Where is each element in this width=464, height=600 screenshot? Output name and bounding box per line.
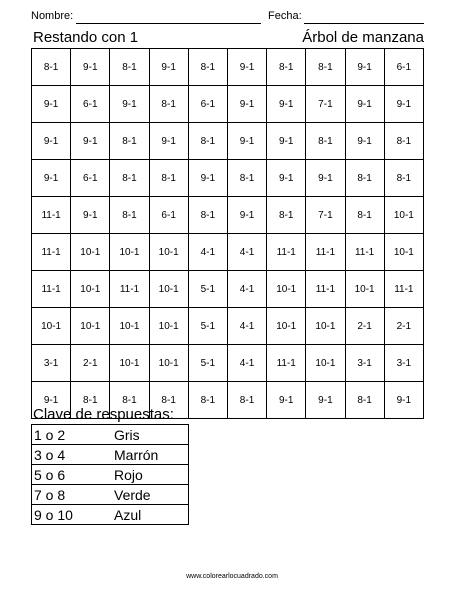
grid-cell: 9-1 <box>306 160 345 197</box>
grid-cell: 8-1 <box>306 49 345 86</box>
grid-cell: 9-1 <box>306 382 345 419</box>
grid-cell: 8-1 <box>149 86 188 123</box>
grid-cell: 10-1 <box>149 234 188 271</box>
grid-cell: 5-1 <box>188 308 227 345</box>
grid-cell: 11-1 <box>384 271 423 308</box>
grid-cell: 11-1 <box>267 234 306 271</box>
grid-cell: 10-1 <box>149 308 188 345</box>
grid-cell: 4-1 <box>227 308 266 345</box>
grid-cell: 9-1 <box>267 123 306 160</box>
grid-row <box>32 123 424 160</box>
grid-cell: 8-1 <box>110 49 149 86</box>
grid-cell: 10-1 <box>384 197 423 234</box>
grid-cell: 4-1 <box>188 234 227 271</box>
grid-cell: 9-1 <box>227 49 266 86</box>
grid-cell: 3-1 <box>32 345 71 382</box>
grid-cell: 10-1 <box>345 271 384 308</box>
grid-cell: 9-1 <box>71 49 110 86</box>
grid-cell: 9-1 <box>227 86 266 123</box>
grid-cell: 3-1 <box>384 345 423 382</box>
grid-cell: 8-1 <box>384 123 423 160</box>
answer-key-row <box>32 445 189 465</box>
answer-key-range: 5 o 6 <box>32 465 113 485</box>
grid-cell: 8-1 <box>227 160 266 197</box>
grid-cell: 9-1 <box>267 86 306 123</box>
grid-row <box>32 86 424 123</box>
grid-cell: 8-1 <box>188 123 227 160</box>
grid-cell: 11-1 <box>32 197 71 234</box>
grid-cell: 8-1 <box>188 197 227 234</box>
grid-cell: 8-1 <box>188 49 227 86</box>
grid-cell: 9-1 <box>267 382 306 419</box>
answer-key-range: 3 o 4 <box>32 445 113 465</box>
grid-cell: 8-1 <box>384 160 423 197</box>
grid-cell: 2-1 <box>71 345 110 382</box>
grid-cell: 7-1 <box>306 86 345 123</box>
answer-key-range: 9 o 10 <box>32 505 113 525</box>
answer-key-color: Marrón <box>112 445 189 465</box>
grid-cell: 7-1 <box>306 197 345 234</box>
grid-cell: 8-1 <box>227 382 266 419</box>
grid-cell: 8-1 <box>306 123 345 160</box>
grid-cell: 8-1 <box>110 197 149 234</box>
grid-cell: 6-1 <box>188 86 227 123</box>
name-label: Nombre: <box>31 10 74 22</box>
grid-cell: 9-1 <box>345 123 384 160</box>
grid-cell: 6-1 <box>71 160 110 197</box>
grid-row <box>32 271 424 308</box>
grid-cell: 9-1 <box>110 86 149 123</box>
grid-cell: 9-1 <box>71 197 110 234</box>
grid-cell: 9-1 <box>384 382 423 419</box>
grid-cell: 8-1 <box>267 49 306 86</box>
grid-cell: 9-1 <box>149 123 188 160</box>
grid-cell: 6-1 <box>149 197 188 234</box>
grid-row <box>32 160 424 197</box>
grid-cell: 9-1 <box>345 86 384 123</box>
grid-cell: 5-1 <box>188 271 227 308</box>
grid-cell: 9-1 <box>32 123 71 160</box>
grid-cell: 9-1 <box>267 160 306 197</box>
grid-cell: 10-1 <box>306 345 345 382</box>
answer-key-title: Clave de respuestas: <box>33 406 174 423</box>
grid-cell: 11-1 <box>32 234 71 271</box>
grid-cell: 8-1 <box>345 197 384 234</box>
grid-cell: 2-1 <box>384 308 423 345</box>
grid-cell: 9-1 <box>32 160 71 197</box>
grid-cell: 9-1 <box>71 123 110 160</box>
grid-cell: 6-1 <box>384 49 423 86</box>
grid-cell: 10-1 <box>267 308 306 345</box>
grid-cell: 11-1 <box>32 271 71 308</box>
grid-cell: 8-1 <box>110 160 149 197</box>
worksheet-title: Restando con 1 <box>33 29 139 46</box>
grid-cell: 3-1 <box>345 345 384 382</box>
problem-grid <box>31 48 424 419</box>
grid-cell: 10-1 <box>149 271 188 308</box>
name-line <box>76 23 261 24</box>
grid-cell: 9-1 <box>188 160 227 197</box>
grid-cell: 8-1 <box>345 160 384 197</box>
grid-cell: 11-1 <box>110 271 149 308</box>
answer-key-color: Rojo <box>112 465 189 485</box>
answer-key-color: Azul <box>112 505 189 525</box>
grid-cell: 4-1 <box>227 345 266 382</box>
grid-cell: 10-1 <box>110 345 149 382</box>
grid-cell: 10-1 <box>149 345 188 382</box>
grid-cell: 8-1 <box>32 49 71 86</box>
grid-row <box>32 308 424 345</box>
grid-row <box>32 234 424 271</box>
grid-cell: 11-1 <box>267 345 306 382</box>
grid-cell: 9-1 <box>227 197 266 234</box>
grid-cell: 9-1 <box>149 49 188 86</box>
date-line <box>304 23 424 24</box>
grid-cell: 10-1 <box>71 234 110 271</box>
answer-key-row <box>32 465 189 485</box>
grid-cell: 9-1 <box>384 86 423 123</box>
grid-cell: 10-1 <box>306 308 345 345</box>
grid-cell: 8-1 <box>71 382 110 419</box>
worksheet-subtitle: Árbol de manzana <box>302 29 424 46</box>
grid-cell: 9-1 <box>345 49 384 86</box>
grid-cell: 10-1 <box>110 308 149 345</box>
answer-key-color: Gris <box>112 425 189 445</box>
grid-cell: 10-1 <box>110 234 149 271</box>
grid-row <box>32 49 424 86</box>
grid-cell: 9-1 <box>227 123 266 160</box>
grid-cell: 8-1 <box>149 382 188 419</box>
answer-key-range: 7 o 8 <box>32 485 113 505</box>
grid-cell: 10-1 <box>71 308 110 345</box>
grid-row <box>32 345 424 382</box>
footer-url: www.colorearlocuadrado.com <box>186 573 278 580</box>
grid-cell: 8-1 <box>110 382 149 419</box>
answer-key-row <box>32 425 189 445</box>
grid-cell: 2-1 <box>345 308 384 345</box>
grid-cell: 10-1 <box>71 271 110 308</box>
grid-cell: 4-1 <box>227 234 266 271</box>
grid-cell: 10-1 <box>384 234 423 271</box>
answer-key-range: 1 o 2 <box>32 425 113 445</box>
grid-cell: 9-1 <box>32 382 71 419</box>
grid-cell: 8-1 <box>110 123 149 160</box>
answer-key-row <box>32 505 189 525</box>
grid-cell: 8-1 <box>149 160 188 197</box>
answer-key-color: Verde <box>112 485 189 505</box>
grid-cell: 11-1 <box>306 271 345 308</box>
answer-key-table <box>31 424 189 525</box>
grid-cell: 8-1 <box>267 197 306 234</box>
grid-cell: 6-1 <box>71 86 110 123</box>
date-label: Fecha: <box>268 10 302 22</box>
grid-row <box>32 197 424 234</box>
grid-cell: 11-1 <box>345 234 384 271</box>
grid-cell: 10-1 <box>32 308 71 345</box>
grid-cell: 11-1 <box>306 234 345 271</box>
grid-cell: 9-1 <box>32 86 71 123</box>
answer-key-row <box>32 485 189 505</box>
grid-cell: 5-1 <box>188 345 227 382</box>
grid-cell: 8-1 <box>188 382 227 419</box>
grid-cell: 10-1 <box>267 271 306 308</box>
grid-cell: 8-1 <box>345 382 384 419</box>
grid-cell: 4-1 <box>227 271 266 308</box>
